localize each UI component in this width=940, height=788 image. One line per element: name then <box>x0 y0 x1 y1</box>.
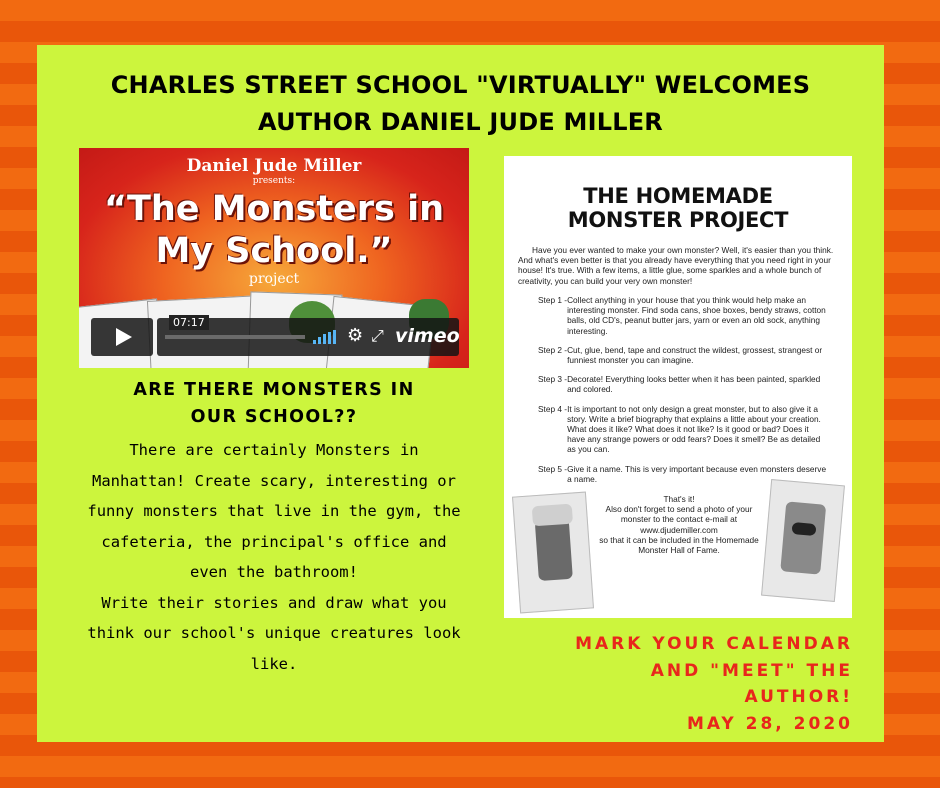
question-line-2: OUR SCHOOL?? <box>190 407 358 427</box>
video-title-line-2: My School.” <box>155 231 393 271</box>
calendar-notice <box>533 631 853 737</box>
calendar-line-2: AND "MEET" THE <box>650 660 853 681</box>
question-heading <box>79 377 469 431</box>
step-text: Collect anything in your house that you think would help make an interesting monster. Find soda cans, shoe boxes, bendy straws, cotton balls, old CD's, peanut butter jars, yarn or even an old sock, anything interesting. <box>567 295 826 336</box>
monster-photo-left <box>512 492 594 614</box>
closing-line-3: www.djudemiller.com <box>640 524 718 535</box>
play-icon <box>116 328 132 346</box>
step-label: Step 2 - <box>538 344 568 355</box>
headline <box>37 67 884 141</box>
step-label: Step 4 - <box>538 403 568 414</box>
step-text: Decorate! Everything looks better when it has been painted, sparkled and colored. <box>567 374 821 395</box>
event-date: MAY 28, 2020 <box>686 713 853 734</box>
document-step <box>538 345 828 365</box>
play-button[interactable] <box>91 318 153 356</box>
fullscreen-icon[interactable]: ⤢ <box>371 326 384 345</box>
monster-figure <box>535 519 573 581</box>
step-text: Cut, glue, bend, tape and construct the wildest, grossest, strangest or funniest monster you can imagine. <box>567 344 823 366</box>
flyer-card <box>37 45 884 742</box>
video-timeline[interactable] <box>165 316 305 339</box>
video-controls <box>91 318 459 356</box>
calendar-line-3: AUTHOR! <box>744 687 853 707</box>
step-text: It is important to not only design a great monster, but to also give it a story. Write a brief biography that explains a little about your creation. What does it like? What does it not like? Is it good or bad? Does it have any strange powers or odd fears? Does it smell? Be as detailed as you can. <box>567 403 821 455</box>
calendar-line-1: MARK YOUR CALENDAR <box>575 634 853 654</box>
monster-figure <box>792 522 817 536</box>
vimeo-logo[interactable]: vimeo <box>395 325 460 347</box>
monster-photo-right <box>761 479 845 602</box>
headline-line-2: AUTHOR DANIEL JUDE MILLER <box>258 108 663 136</box>
document-intro-text: Have you ever wanted to make your own monster? Well, it's easier than you think. And what's even better is that you already have everything that you need right in your house! It's true. With a few items, a little glue, some sparkles and a whole bunch of creativity, you can build your very own monster! <box>518 245 834 286</box>
document-step <box>538 404 828 455</box>
step-text: Give it a name. This is very important because even monsters deserve a name. <box>567 463 827 484</box>
monster-figure <box>532 504 573 527</box>
document-steps <box>538 295 828 493</box>
closing-line-4: so that it can be included in the Homemade Monster Hall of Fame. <box>599 534 759 556</box>
homemade-monster-document <box>504 156 852 618</box>
document-title-line-1: THE HOMEMADE <box>583 184 773 208</box>
control-bar <box>157 318 459 356</box>
closing-line-2: Also don't forget to send a photo of your monster to the contact e-mail at <box>605 504 753 525</box>
document-title-line-2: MONSTER PROJECT <box>567 208 789 232</box>
video-title-line-1: “The Monsters in <box>103 189 444 229</box>
body-text <box>79 435 469 679</box>
gear-icon[interactable]: ⚙ <box>347 325 364 346</box>
document-title <box>504 184 852 232</box>
body-paragraph-1: There are certainly Monsters in Manhattan! Create scary, interesting or funny monsters that live in the gym, the cafeteria, the principal's office and even the bathroom! <box>87 441 461 581</box>
body-paragraph-2: Write their stories and draw what you think our school's unique creatures look like. <box>87 593 461 673</box>
video-duration: 07:17 <box>169 315 209 330</box>
headline-line-1: CHARLES STREET SCHOOL "VIRTUALLY" WELCOMES <box>110 71 811 99</box>
video-title <box>79 188 469 272</box>
document-closing <box>594 494 764 555</box>
video-presenter: Daniel Jude Miller <box>186 156 362 176</box>
closing-line-1: That's it! <box>663 494 695 504</box>
video-player[interactable] <box>79 148 469 368</box>
volume-icon[interactable] <box>313 330 339 344</box>
video-presents: presents: <box>252 176 296 186</box>
step-label: Step 5 - <box>538 463 568 474</box>
document-intro <box>518 245 840 286</box>
step-label: Step 1 - <box>538 295 568 305</box>
video-project-label: project <box>248 271 300 287</box>
document-step <box>538 295 828 336</box>
document-step <box>538 374 828 394</box>
question-line-1: ARE THERE MONSTERS IN <box>133 380 415 400</box>
step-label: Step 3 - <box>538 374 568 385</box>
monster-figure <box>780 501 826 574</box>
